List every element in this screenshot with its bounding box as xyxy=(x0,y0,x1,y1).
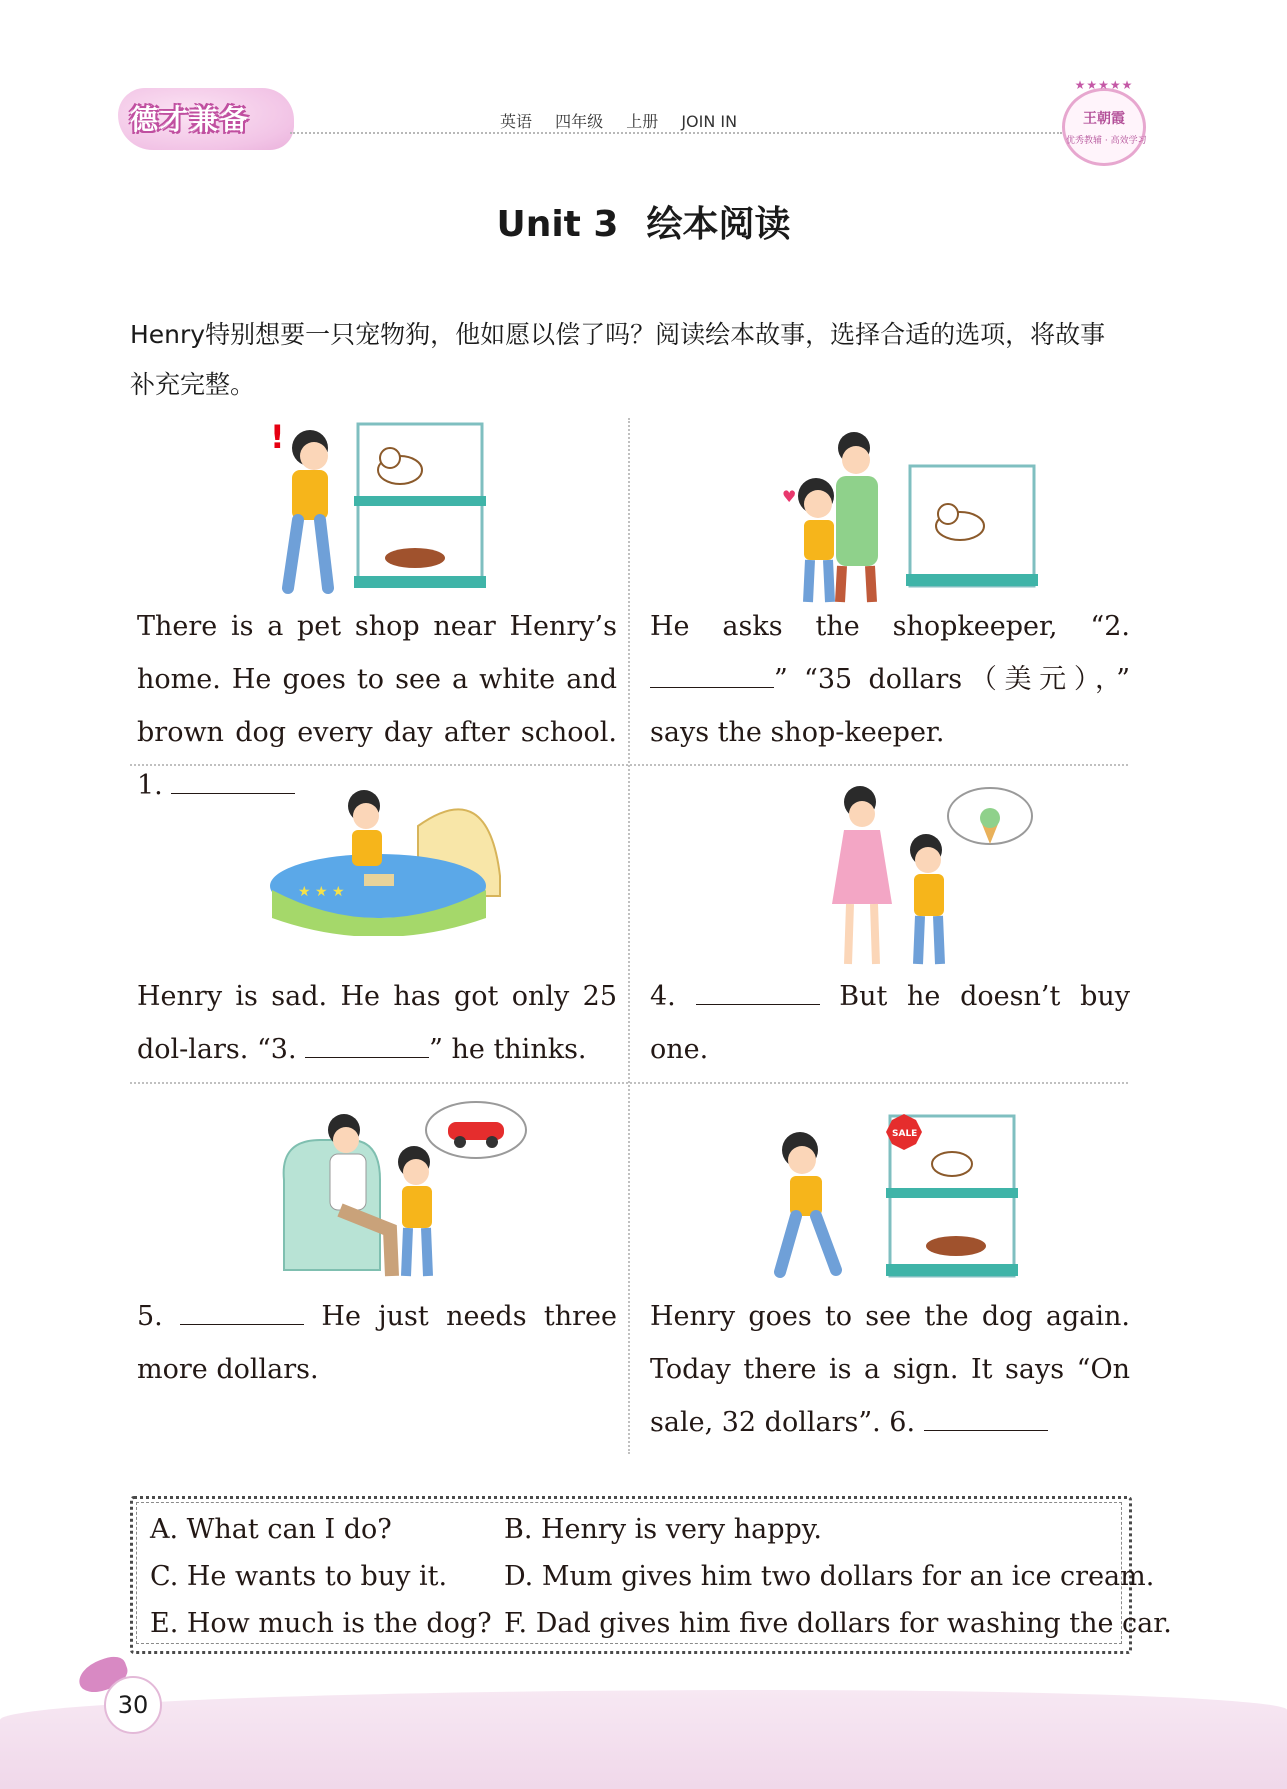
illustration-boy-on-bed xyxy=(268,786,508,936)
svg-text:!: ! xyxy=(270,418,285,456)
story-panel-4: 4. But he doesn’t buy one. xyxy=(650,970,1130,1076)
illustration-dad-and-car xyxy=(280,1100,530,1290)
story-panel-3: Henry is sad. He has got only 25 dol-lars. “3. ” he thinks. xyxy=(137,981,617,1065)
svg-text:★ ★ ★: ★ ★ ★ xyxy=(298,884,345,900)
story-text: He asks the shopkeeper, “2. xyxy=(650,611,1130,642)
seal-stars: ★★★★★ xyxy=(1074,78,1134,92)
svg-text:♥: ♥ xyxy=(782,487,797,506)
page-title xyxy=(0,196,1287,247)
footer-decoration xyxy=(0,1690,1287,1789)
option-b: B. Henry is very happy. xyxy=(504,1514,823,1545)
header-edition: JOIN IN xyxy=(681,112,738,131)
grid-divider-vertical xyxy=(628,418,630,1454)
option-e: E. How much is the dog? xyxy=(150,1608,492,1639)
story-text: 5. xyxy=(137,1301,181,1332)
answer-blank-6[interactable] xyxy=(924,1404,1048,1431)
story-panel-1 xyxy=(137,600,617,812)
story-panel-5: 5. He just needs three more dollars. xyxy=(137,1290,617,1396)
answer-blank-3[interactable] xyxy=(305,1031,429,1058)
story-panel-6 xyxy=(650,1290,1130,1449)
header-subject: 英语 xyxy=(500,112,533,131)
illustration-dog-on-sale xyxy=(756,1112,1026,1282)
illustration-shopkeeper xyxy=(770,426,1040,606)
story-text: 4. xyxy=(650,981,696,1012)
header-info xyxy=(500,110,755,134)
svg-text:SALE: SALE xyxy=(892,1129,918,1139)
option-d: D. Mum gives him two dollars for an ice cream. xyxy=(504,1561,1155,1592)
header-volume: 上册 xyxy=(626,112,659,131)
option-a: A. What can I do? xyxy=(150,1514,392,1545)
grid-divider-horizontal xyxy=(130,1082,1128,1084)
story-text: There is a pet shop near Henry’s home. He goes to see a white and brown dog every day after school. 1. xyxy=(137,611,617,801)
story-panel-2: He asks the shopkeeper, “2. ” “35 dollars（美元），” says the shop-keeper. xyxy=(650,611,1130,748)
exercise-instruction: Henry特别想要一只宠物狗，他如愿以偿了吗？阅读绘本故事，选择合适的选项，将故事补充完整。 xyxy=(130,320,1106,399)
page-number: 30 xyxy=(117,1691,149,1719)
brand-text: 德才兼备 xyxy=(130,103,251,136)
seal-subtitle: 优秀教辅 · 高效学习 xyxy=(1066,136,1147,146)
answer-blank-4[interactable] xyxy=(696,978,820,1005)
story-text: Henry is sad. He has got only 25 dol-lars. “3. xyxy=(137,981,617,1065)
unit-topic: 绘本阅读 xyxy=(646,204,791,245)
seal-name: 王朝霞 xyxy=(1083,111,1125,127)
illustration-boy-at-pet-shop xyxy=(240,418,500,598)
option-f: F. Dad gives him five dollars for washing the car. xyxy=(504,1608,1172,1639)
story-text: Henry goes to see the dog again. Today there is a sign. It says “On sale, 32 dollars”. 6. xyxy=(650,1301,1130,1438)
unit-label: Unit 3 xyxy=(496,204,619,245)
answer-blank-2[interactable] xyxy=(650,661,774,688)
option-c: C. He wants to buy it. xyxy=(150,1561,448,1592)
answer-blank-5[interactable] xyxy=(180,1298,304,1325)
header-grade: 四年级 xyxy=(555,112,604,131)
illustration-mum-gives-money xyxy=(800,784,1040,974)
